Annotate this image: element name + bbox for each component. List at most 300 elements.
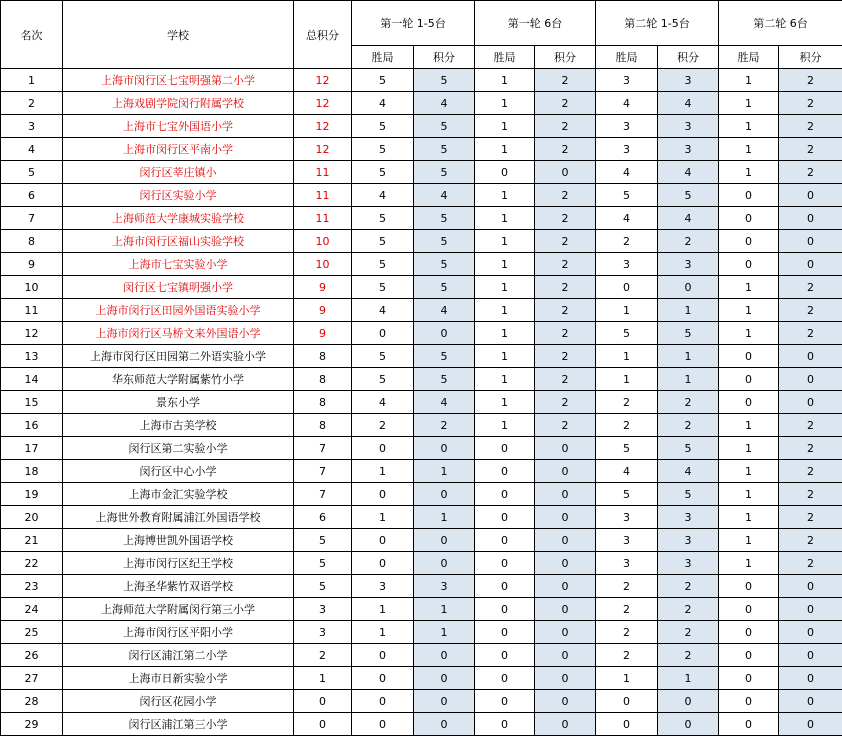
round2-boards1-5-points-cell: 1 (658, 667, 719, 690)
round1-boards1-5-wins-cell: 5 (352, 345, 414, 368)
school-cell: 上海市金汇实验学校 (63, 483, 294, 506)
school-cell: 上海市七宝外国语小学 (63, 115, 294, 138)
total-cell: 3 (294, 598, 352, 621)
round2-boards1-5-points-cell: 0 (658, 713, 719, 736)
table-row (1, 115, 842, 138)
round2-boards1-5-wins-cell: 2 (596, 391, 658, 414)
round2-boards1-5-points-cell: 0 (658, 690, 719, 713)
rank-cell: 15 (1, 391, 63, 414)
round2-board6-wins-cell: 1 (719, 276, 779, 299)
round2-boards1-5-wins-cell: 1 (596, 667, 658, 690)
round1-boards1-5-points-cell: 3 (414, 575, 475, 598)
round2-board6-points-cell: 2 (779, 299, 842, 322)
school-cell: 闵行区七宝镇明强小学 (63, 276, 294, 299)
round2-boards1-5-wins-cell: 2 (596, 621, 658, 644)
rank-cell: 16 (1, 414, 63, 437)
round1-boards1-5-points-cell: 4 (414, 391, 475, 414)
header-points: 积分 (414, 46, 475, 69)
school-cell: 上海师范大学附属闵行第三小学 (63, 598, 294, 621)
table-row (1, 161, 842, 184)
round2-board6-wins-cell: 0 (719, 667, 779, 690)
round2-board6-wins-cell: 0 (719, 345, 779, 368)
round2-board6-wins-cell: 1 (719, 460, 779, 483)
round2-board6-points-cell: 0 (779, 368, 842, 391)
round2-board6-wins-cell: 1 (719, 115, 779, 138)
round2-board6-wins-cell: 0 (719, 368, 779, 391)
rank-cell: 19 (1, 483, 63, 506)
header-school: 学校 (63, 1, 294, 69)
school-cell: 上海市闵行区田园外国语实验小学 (63, 299, 294, 322)
round2-boards1-5-points-cell: 5 (658, 437, 719, 460)
round1-boards1-5-wins-cell: 0 (352, 483, 414, 506)
school-cell: 上海市古美学校 (63, 414, 294, 437)
round1-boards1-5-wins-cell: 5 (352, 276, 414, 299)
school-cell: 上海市闵行区田园第二外语实验小学 (63, 345, 294, 368)
school-cell: 闵行区莘庄镇小 (63, 161, 294, 184)
round1-board6-wins-cell: 1 (475, 299, 535, 322)
school-cell: 上海市日新实验小学 (63, 667, 294, 690)
round1-boards1-5-points-cell: 0 (414, 690, 475, 713)
round1-board6-wins-cell: 1 (475, 345, 535, 368)
total-cell: 10 (294, 253, 352, 276)
total-cell: 0 (294, 690, 352, 713)
rank-cell: 3 (1, 115, 63, 138)
school-cell: 闵行区实验小学 (63, 184, 294, 207)
round2-board6-points-cell: 0 (779, 207, 842, 230)
total-cell: 5 (294, 529, 352, 552)
round2-board6-wins-cell: 0 (719, 644, 779, 667)
header-points: 积分 (658, 46, 719, 69)
round1-boards1-5-points-cell: 1 (414, 460, 475, 483)
round2-boards1-5-points-cell: 3 (658, 138, 719, 161)
table-row (1, 529, 842, 552)
table-row (1, 207, 842, 230)
round1-board6-points-cell: 0 (535, 575, 596, 598)
round2-board6-points-cell: 2 (779, 138, 842, 161)
round2-board6-points-cell: 0 (779, 713, 842, 736)
round2-boards1-5-wins-cell: 4 (596, 207, 658, 230)
round2-boards1-5-points-cell: 2 (658, 644, 719, 667)
table-row (1, 460, 842, 483)
round2-boards1-5-points-cell: 4 (658, 161, 719, 184)
rank-cell: 29 (1, 713, 63, 736)
total-cell: 9 (294, 276, 352, 299)
round1-board6-wins-cell: 0 (475, 506, 535, 529)
round1-board6-points-cell: 0 (535, 506, 596, 529)
round2-boards1-5-points-cell: 4 (658, 92, 719, 115)
round2-boards1-5-wins-cell: 3 (596, 529, 658, 552)
total-cell: 7 (294, 460, 352, 483)
round1-boards1-5-points-cell: 0 (414, 644, 475, 667)
table-row (1, 345, 842, 368)
round1-board6-points-cell: 2 (535, 184, 596, 207)
round2-board6-points-cell: 2 (779, 552, 842, 575)
round1-boards1-5-points-cell: 0 (414, 667, 475, 690)
school-cell: 上海戏剧学院闵行附属学校 (63, 92, 294, 115)
round1-board6-points-cell: 2 (535, 414, 596, 437)
round1-boards1-5-points-cell: 4 (414, 184, 475, 207)
total-cell: 11 (294, 184, 352, 207)
round2-board6-wins-cell: 0 (719, 253, 779, 276)
round2-boards1-5-wins-cell: 1 (596, 368, 658, 391)
round2-boards1-5-wins-cell: 4 (596, 161, 658, 184)
round1-boards1-5-points-cell: 0 (414, 552, 475, 575)
rank-cell: 26 (1, 644, 63, 667)
round2-boards1-5-points-cell: 3 (658, 506, 719, 529)
round1-board6-points-cell: 0 (535, 598, 596, 621)
round1-board6-wins-cell: 0 (475, 460, 535, 483)
table-row (1, 713, 842, 736)
round2-board6-points-cell: 0 (779, 621, 842, 644)
round1-board6-points-cell: 2 (535, 207, 596, 230)
round1-boards1-5-wins-cell: 0 (352, 437, 414, 460)
round2-board6-points-cell: 0 (779, 644, 842, 667)
table-row (1, 414, 842, 437)
rank-cell: 25 (1, 621, 63, 644)
round1-boards1-5-wins-cell: 0 (352, 552, 414, 575)
round2-board6-points-cell: 2 (779, 460, 842, 483)
round1-boards1-5-wins-cell: 0 (352, 529, 414, 552)
school-cell: 景东小学 (63, 391, 294, 414)
round2-boards1-5-wins-cell: 5 (596, 322, 658, 345)
round1-boards1-5-points-cell: 1 (414, 506, 475, 529)
round1-boards1-5-points-cell: 5 (414, 207, 475, 230)
rank-cell: 27 (1, 667, 63, 690)
round1-boards1-5-points-cell: 0 (414, 713, 475, 736)
round1-board6-wins-cell: 0 (475, 644, 535, 667)
round1-board6-points-cell: 2 (535, 138, 596, 161)
round2-boards1-5-points-cell: 2 (658, 230, 719, 253)
total-cell: 9 (294, 299, 352, 322)
round2-boards1-5-points-cell: 3 (658, 552, 719, 575)
round2-boards1-5-points-cell: 3 (658, 115, 719, 138)
round1-board6-wins-cell: 0 (475, 161, 535, 184)
round1-board6-wins-cell: 1 (475, 115, 535, 138)
round1-board6-points-cell: 2 (535, 115, 596, 138)
round1-boards1-5-points-cell: 4 (414, 299, 475, 322)
round1-boards1-5-wins-cell: 4 (352, 92, 414, 115)
round2-boards1-5-wins-cell: 3 (596, 253, 658, 276)
round2-board6-points-cell: 2 (779, 414, 842, 437)
school-cell: 闵行区中心小学 (63, 460, 294, 483)
round1-board6-wins-cell: 0 (475, 713, 535, 736)
table-row (1, 437, 842, 460)
round1-boards1-5-wins-cell: 0 (352, 713, 414, 736)
round2-boards1-5-wins-cell: 3 (596, 552, 658, 575)
header-wins: 胜局 (719, 46, 779, 69)
total-cell: 12 (294, 92, 352, 115)
total-cell: 3 (294, 621, 352, 644)
round2-boards1-5-points-cell: 5 (658, 483, 719, 506)
rank-cell: 12 (1, 322, 63, 345)
round2-board6-wins-cell: 1 (719, 322, 779, 345)
round2-boards1-5-points-cell: 2 (658, 621, 719, 644)
table-row (1, 621, 842, 644)
round1-boards1-5-points-cell: 1 (414, 598, 475, 621)
round1-boards1-5-wins-cell: 5 (352, 230, 414, 253)
round1-board6-wins-cell: 0 (475, 483, 535, 506)
round1-board6-wins-cell: 1 (475, 207, 535, 230)
rank-cell: 4 (1, 138, 63, 161)
round1-boards1-5-points-cell: 1 (414, 621, 475, 644)
round1-board6-points-cell: 2 (535, 69, 596, 92)
round2-boards1-5-points-cell: 2 (658, 575, 719, 598)
round2-board6-points-cell: 0 (779, 184, 842, 207)
round2-board6-points-cell: 2 (779, 161, 842, 184)
round2-boards1-5-points-cell: 5 (658, 184, 719, 207)
table-row (1, 92, 842, 115)
round2-board6-points-cell: 0 (779, 575, 842, 598)
round1-boards1-5-points-cell: 0 (414, 483, 475, 506)
round2-boards1-5-wins-cell: 4 (596, 460, 658, 483)
table-row (1, 575, 842, 598)
table-row (1, 368, 842, 391)
header-rank: 名次 (1, 1, 63, 69)
round1-boards1-5-points-cell: 5 (414, 161, 475, 184)
table-row (1, 690, 842, 713)
table-row (1, 299, 842, 322)
total-cell: 8 (294, 368, 352, 391)
round2-boards1-5-points-cell: 5 (658, 322, 719, 345)
round1-boards1-5-points-cell: 5 (414, 138, 475, 161)
total-cell: 5 (294, 552, 352, 575)
round2-board6-points-cell: 0 (779, 391, 842, 414)
round2-board6-points-cell: 2 (779, 69, 842, 92)
round2-board6-wins-cell: 1 (719, 506, 779, 529)
round1-boards1-5-wins-cell: 5 (352, 368, 414, 391)
round2-board6-points-cell: 2 (779, 437, 842, 460)
school-cell: 上海市闵行区纪王学校 (63, 552, 294, 575)
round2-board6-points-cell: 2 (779, 115, 842, 138)
rank-cell: 1 (1, 69, 63, 92)
rank-cell: 10 (1, 276, 63, 299)
table-header (1, 1, 842, 69)
round2-boards1-5-points-cell: 1 (658, 299, 719, 322)
round1-board6-points-cell: 0 (535, 161, 596, 184)
round1-board6-wins-cell: 1 (475, 414, 535, 437)
round2-boards1-5-wins-cell: 2 (596, 575, 658, 598)
round1-boards1-5-wins-cell: 5 (352, 207, 414, 230)
school-cell: 上海世外教育附属浦江外国语学校 (63, 506, 294, 529)
round2-boards1-5-wins-cell: 1 (596, 345, 658, 368)
round2-board6-points-cell: 2 (779, 506, 842, 529)
round1-board6-points-cell: 0 (535, 690, 596, 713)
round1-boards1-5-wins-cell: 5 (352, 161, 414, 184)
total-cell: 7 (294, 437, 352, 460)
round1-boards1-5-wins-cell: 1 (352, 621, 414, 644)
round1-boards1-5-wins-cell: 5 (352, 115, 414, 138)
round1-board6-wins-cell: 0 (475, 575, 535, 598)
table-row (1, 253, 842, 276)
header-wins: 胜局 (596, 46, 658, 69)
round2-boards1-5-points-cell: 2 (658, 391, 719, 414)
round2-board6-wins-cell: 1 (719, 483, 779, 506)
school-cell: 上海市闵行区马桥文来外国语小学 (63, 322, 294, 345)
round1-board6-wins-cell: 0 (475, 437, 535, 460)
table-row (1, 69, 842, 92)
round1-boards1-5-points-cell: 4 (414, 92, 475, 115)
round1-boards1-5-points-cell: 0 (414, 529, 475, 552)
round1-board6-wins-cell: 1 (475, 230, 535, 253)
rank-cell: 17 (1, 437, 63, 460)
round2-board6-points-cell: 0 (779, 345, 842, 368)
round2-boards1-5-points-cell: 4 (658, 207, 719, 230)
round2-boards1-5-wins-cell: 3 (596, 115, 658, 138)
round2-board6-points-cell: 0 (779, 230, 842, 253)
round1-boards1-5-wins-cell: 5 (352, 253, 414, 276)
round1-board6-points-cell: 2 (535, 299, 596, 322)
school-cell: 上海圣华紫竹双语学校 (63, 575, 294, 598)
round2-board6-points-cell: 0 (779, 690, 842, 713)
rank-cell: 20 (1, 506, 63, 529)
total-cell: 7 (294, 483, 352, 506)
round1-board6-wins-cell: 1 (475, 92, 535, 115)
round2-boards1-5-points-cell: 1 (658, 345, 719, 368)
round2-boards1-5-points-cell: 4 (658, 460, 719, 483)
rank-cell: 28 (1, 690, 63, 713)
rank-cell: 7 (1, 207, 63, 230)
round1-board6-wins-cell: 1 (475, 276, 535, 299)
total-cell: 8 (294, 345, 352, 368)
round2-board6-wins-cell: 0 (719, 575, 779, 598)
school-cell: 闵行区第二实验小学 (63, 437, 294, 460)
round1-board6-points-cell: 2 (535, 345, 596, 368)
round1-board6-wins-cell: 0 (475, 529, 535, 552)
table-row (1, 138, 842, 161)
round1-boards1-5-wins-cell: 0 (352, 667, 414, 690)
table-row (1, 230, 842, 253)
total-cell: 8 (294, 391, 352, 414)
round2-boards1-5-points-cell: 2 (658, 598, 719, 621)
school-cell: 闵行区浦江第三小学 (63, 713, 294, 736)
school-cell: 上海市七宝实验小学 (63, 253, 294, 276)
school-cell: 闵行区花园小学 (63, 690, 294, 713)
rank-cell: 23 (1, 575, 63, 598)
round2-boards1-5-wins-cell: 0 (596, 276, 658, 299)
round2-boards1-5-points-cell: 3 (658, 253, 719, 276)
round2-board6-wins-cell: 0 (719, 598, 779, 621)
round1-board6-wins-cell: 0 (475, 667, 535, 690)
round2-boards1-5-wins-cell: 0 (596, 690, 658, 713)
rank-cell: 22 (1, 552, 63, 575)
round1-boards1-5-wins-cell: 4 (352, 299, 414, 322)
round1-boards1-5-points-cell: 5 (414, 253, 475, 276)
round1-board6-points-cell: 0 (535, 667, 596, 690)
round2-boards1-5-wins-cell: 5 (596, 184, 658, 207)
rank-cell: 8 (1, 230, 63, 253)
header-round2-board6: 第二轮 6台 (719, 1, 842, 46)
round1-board6-wins-cell: 1 (475, 322, 535, 345)
total-cell: 2 (294, 644, 352, 667)
rank-cell: 5 (1, 161, 63, 184)
round2-boards1-5-wins-cell: 4 (596, 92, 658, 115)
rank-cell: 24 (1, 598, 63, 621)
round2-board6-wins-cell: 1 (719, 161, 779, 184)
round1-boards1-5-points-cell: 5 (414, 69, 475, 92)
round1-board6-points-cell: 2 (535, 276, 596, 299)
round1-board6-points-cell: 2 (535, 92, 596, 115)
round2-boards1-5-wins-cell: 2 (596, 414, 658, 437)
header-round1-boards1-5: 第一轮 1-5台 (352, 1, 475, 46)
school-cell: 上海师范大学康城实验学校 (63, 207, 294, 230)
round1-board6-points-cell: 2 (535, 322, 596, 345)
table-row (1, 184, 842, 207)
round2-board6-points-cell: 0 (779, 667, 842, 690)
round2-boards1-5-wins-cell: 3 (596, 138, 658, 161)
round1-board6-points-cell: 0 (535, 621, 596, 644)
round1-board6-points-cell: 0 (535, 483, 596, 506)
round2-board6-wins-cell: 1 (719, 299, 779, 322)
round1-board6-points-cell: 0 (535, 713, 596, 736)
round2-boards1-5-wins-cell: 3 (596, 69, 658, 92)
round1-board6-wins-cell: 1 (475, 368, 535, 391)
rank-cell: 11 (1, 299, 63, 322)
total-cell: 11 (294, 161, 352, 184)
total-cell: 5 (294, 575, 352, 598)
round1-board6-points-cell: 0 (535, 437, 596, 460)
round2-boards1-5-wins-cell: 5 (596, 483, 658, 506)
table-row (1, 483, 842, 506)
round2-boards1-5-wins-cell: 2 (596, 230, 658, 253)
school-cell: 上海市闵行区七宝明强第二小学 (63, 69, 294, 92)
round2-boards1-5-wins-cell: 1 (596, 299, 658, 322)
total-cell: 12 (294, 138, 352, 161)
total-cell: 8 (294, 414, 352, 437)
round2-board6-points-cell: 2 (779, 322, 842, 345)
round2-board6-wins-cell: 0 (719, 713, 779, 736)
round2-board6-wins-cell: 0 (719, 690, 779, 713)
round1-boards1-5-points-cell: 5 (414, 345, 475, 368)
round1-boards1-5-wins-cell: 0 (352, 690, 414, 713)
round1-boards1-5-points-cell: 0 (414, 437, 475, 460)
round1-boards1-5-points-cell: 2 (414, 414, 475, 437)
school-cell: 闵行区浦江第二小学 (63, 644, 294, 667)
total-cell: 6 (294, 506, 352, 529)
round2-board6-points-cell: 2 (779, 276, 842, 299)
round2-board6-points-cell: 0 (779, 253, 842, 276)
header-round2-boards1-5: 第二轮 1-5台 (596, 1, 719, 46)
round1-boards1-5-wins-cell: 1 (352, 598, 414, 621)
table-row (1, 506, 842, 529)
round1-board6-wins-cell: 0 (475, 552, 535, 575)
rank-cell: 6 (1, 184, 63, 207)
round1-boards1-5-wins-cell: 5 (352, 69, 414, 92)
round1-board6-wins-cell: 0 (475, 621, 535, 644)
total-cell: 11 (294, 207, 352, 230)
round2-boards1-5-wins-cell: 3 (596, 506, 658, 529)
header-wins: 胜局 (475, 46, 535, 69)
header-round1-board6: 第一轮 6台 (475, 1, 596, 46)
round1-board6-wins-cell: 0 (475, 690, 535, 713)
round1-board6-wins-cell: 1 (475, 138, 535, 161)
round1-boards1-5-wins-cell: 0 (352, 644, 414, 667)
round1-boards1-5-wins-cell: 2 (352, 414, 414, 437)
round2-board6-wins-cell: 1 (719, 138, 779, 161)
round2-boards1-5-points-cell: 3 (658, 529, 719, 552)
round1-boards1-5-wins-cell: 3 (352, 575, 414, 598)
table-row (1, 552, 842, 575)
table-row (1, 644, 842, 667)
round1-board6-wins-cell: 1 (475, 184, 535, 207)
round2-board6-wins-cell: 1 (719, 437, 779, 460)
round1-boards1-5-wins-cell: 1 (352, 460, 414, 483)
total-cell: 1 (294, 667, 352, 690)
table-row (1, 598, 842, 621)
round2-board6-wins-cell: 1 (719, 69, 779, 92)
round2-board6-wins-cell: 0 (719, 230, 779, 253)
round1-boards1-5-wins-cell: 1 (352, 506, 414, 529)
school-cell: 上海博世凯外国语学校 (63, 529, 294, 552)
